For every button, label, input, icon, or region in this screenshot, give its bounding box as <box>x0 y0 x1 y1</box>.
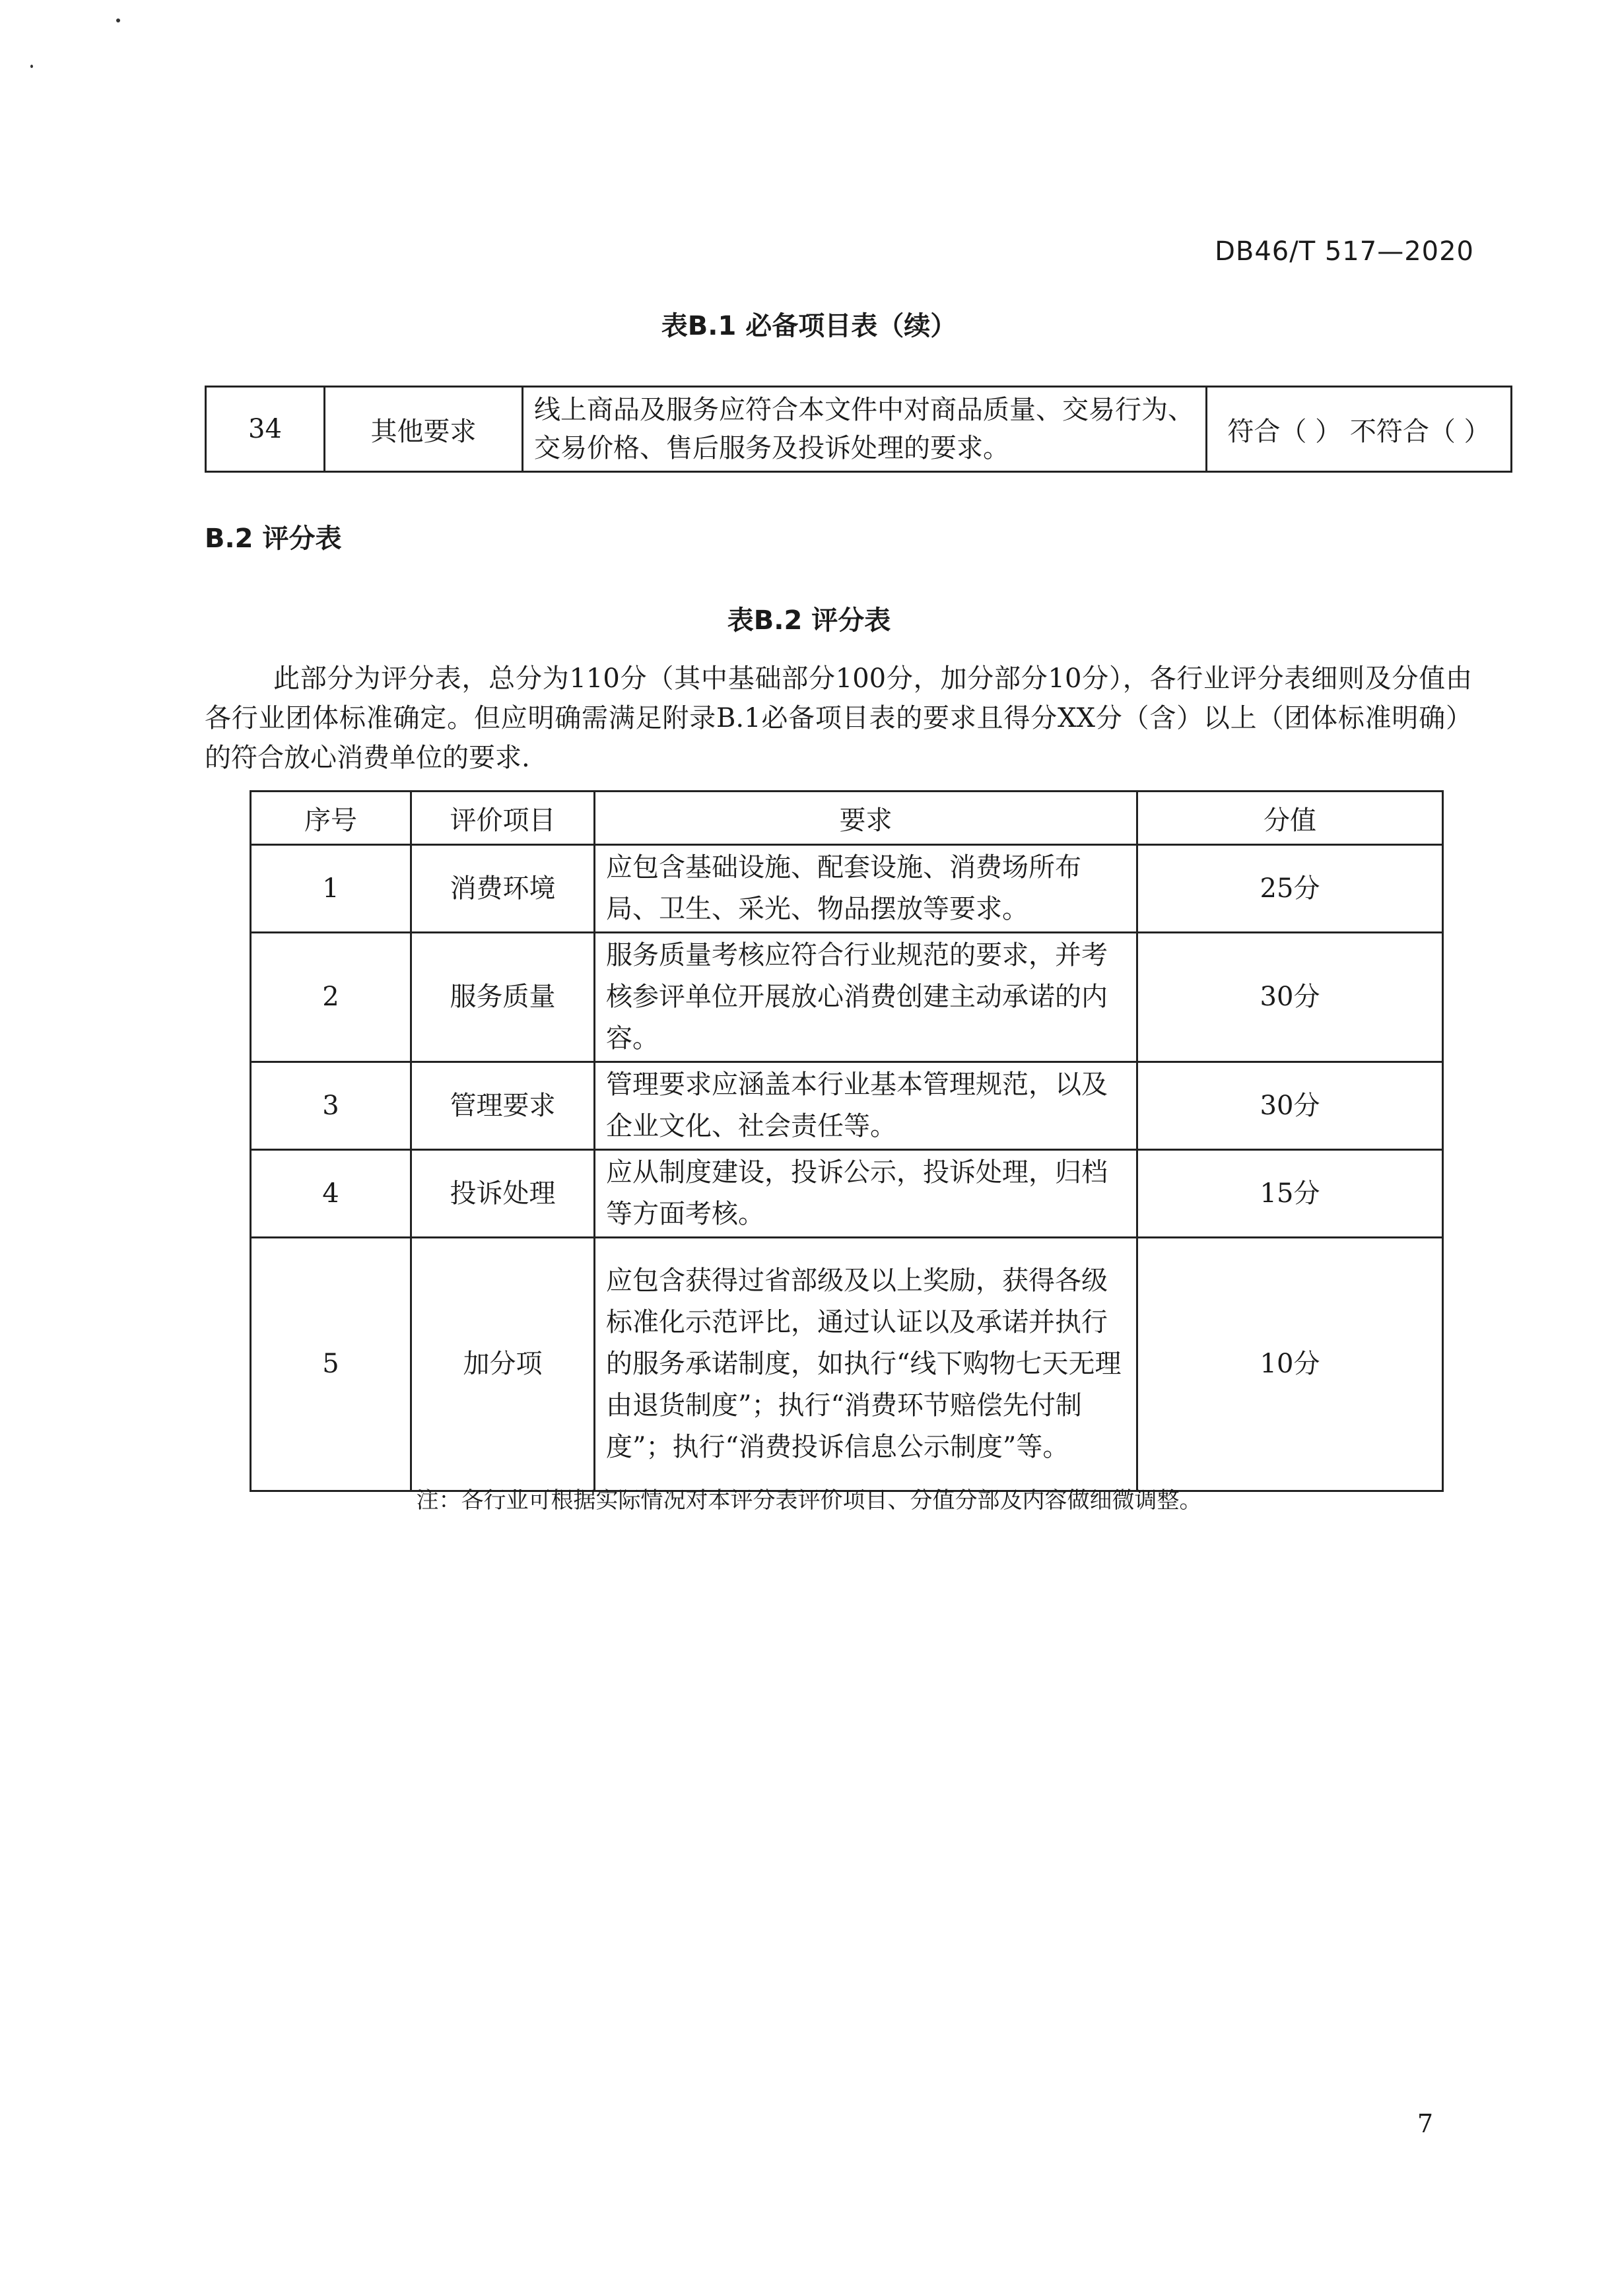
row-number: 2 <box>251 933 411 1062</box>
row-number: 34 <box>206 387 325 472</box>
table-row <box>206 387 1512 472</box>
row-number: 3 <box>251 1062 411 1150</box>
table-row <box>251 845 1443 933</box>
column-header: 序号 <box>251 792 411 845</box>
table-b1 <box>205 386 1512 473</box>
row-item: 其他要求 <box>325 387 523 472</box>
row-requirement: 应包含基础设施、配套设施、消费场所布局、卫生、采光、物品摆放等要求。 <box>595 845 1137 933</box>
column-header: 分值 <box>1137 792 1443 845</box>
table-row <box>251 933 1443 1062</box>
intro-paragraph: 此部分为评分表，总分为110分（其中基础部分100分，加分部分10分），各行业评分表细则及分值由各行业团体标准确定。但应明确需满足附录B.1必备项目表的要求且得分XX分（含）以上（团体标准明确）的符合放心消费单位的要求. <box>205 663 1472 773</box>
row-requirement: 应从制度建设，投诉公示，投诉处理，归档等方面考核。 <box>595 1150 1137 1238</box>
row-score: 30分 <box>1137 933 1443 1062</box>
table-header-row <box>251 792 1443 845</box>
table-b2-title: 表B.2 评分表 <box>727 605 891 636</box>
column-header: 评价项目 <box>411 792 595 845</box>
row-conformity: 符合（ ） 不符合（ ） <box>1207 387 1512 472</box>
table-row <box>251 1150 1443 1238</box>
table-row <box>251 1062 1443 1150</box>
row-score: 25分 <box>1137 845 1443 933</box>
section-heading: B.2 评分表 <box>205 523 342 554</box>
row-score: 10分 <box>1137 1238 1443 1491</box>
table-b1-title: 表B.1 必备项目表（续） <box>661 311 957 341</box>
row-requirement: 应包含获得过省部级及以上奖励，获得各级标准化示范评比，通过认证以及承诺并执行的服务承诺制度，如执行“线下购物七天无理由退货制度”；执行“消费环节赔偿先付制度”；执行“消费投诉信息公示制度”等。 <box>595 1238 1137 1491</box>
row-number: 5 <box>251 1238 411 1491</box>
scan-speck <box>116 18 120 22</box>
column-header: 要求 <box>595 792 1137 845</box>
row-item: 服务质量 <box>411 933 595 1062</box>
row-item: 消费环境 <box>411 845 595 933</box>
row-requirement: 线上商品及服务应符合本文件中对商品质量、交易行为、交易价格、售后服务及投诉处理的要求。 <box>523 387 1207 472</box>
row-item: 加分项 <box>411 1238 595 1491</box>
table-b2 <box>250 790 1444 1492</box>
row-score: 15分 <box>1137 1150 1443 1238</box>
standard-code: DB46/T 517—2020 <box>1215 236 1474 267</box>
scan-speck <box>30 65 33 68</box>
row-item: 投诉处理 <box>411 1150 595 1238</box>
row-score: 30分 <box>1137 1062 1443 1150</box>
row-number: 4 <box>251 1150 411 1238</box>
row-requirement: 服务质量考核应符合行业规范的要求，并考核参评单位开展放心消费创建主动承诺的内容。 <box>595 933 1137 1062</box>
page-number: 7 <box>1417 2109 1433 2138</box>
table-note: 注：各行业可根据实际情况对本评分表评价项目、分值分部及内容做细微调整。 <box>416 1487 1202 1514</box>
row-number: 1 <box>251 845 411 933</box>
row-item: 管理要求 <box>411 1062 595 1150</box>
row-requirement: 管理要求应涵盖本行业基本管理规范，以及企业文化、社会责任等。 <box>595 1062 1137 1150</box>
table-row <box>251 1238 1443 1491</box>
